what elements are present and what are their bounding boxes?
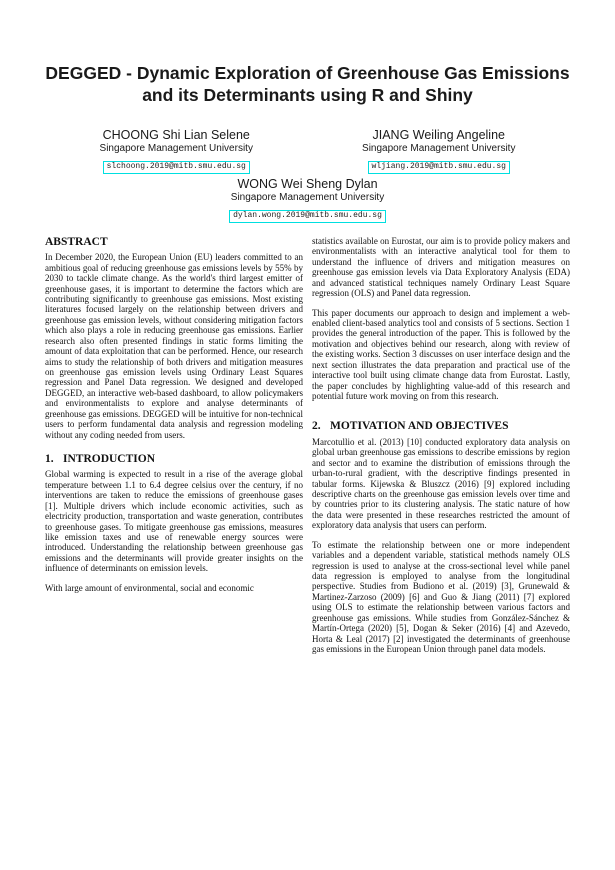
author-row-top [0, 128, 615, 174]
section-heading-introduction [45, 453, 303, 466]
introduction-paragraph-1: Global warming is expected to result in a rise of the average global temperature between 1.1 to 6.4 degree celsius over the century, if no interventions are taken to reduce the emissions of greenhouse gases [1]. Multiple drivers which include economic activities, such as electricity production, transportation and waste generation, contributes to greenhouse gases. To mitigate greenhouse gas emissions, measures like emission taxes and use of renewable energy sources were introduced. Understanding the relationship between greenhouse gas emissions and the determinants will provide greater insights on the influence of determinants on emission levels. [45, 469, 303, 574]
section-number: 2. [312, 420, 321, 433]
section-number: 1. [45, 453, 54, 466]
author-block-2 [308, 128, 571, 174]
author-affiliation: Singapore Management University [230, 191, 385, 203]
author-name: JIANG Weiling Angeline [372, 127, 505, 142]
section-heading-motivation [312, 420, 570, 433]
introduction-paragraph-3: This paper documents our approach to design and implement a web-enabled client-based analytics tool and consists of 5 sections. Section 1 provides the general introduction of the paper. This is followed by the motivation and objectives behind our research, along with review of the existing works. Section 3 discusses on user interface design and the next section illustrates the data preparation and practical use of the interactive tool built using climate change data from Eurostat. Lastly, the paper concludes by highlighting value-add of this research and potential future work moving on from this research. [312, 307, 570, 401]
abstract-heading: ABSTRACT [45, 235, 108, 248]
section-title: INTRODUCTION [63, 453, 156, 466]
left-column [45, 236, 303, 655]
author-row-bottom [0, 177, 615, 223]
author-email-link[interactable]: wljiang.2019@mitb.smu.edu.sg [368, 161, 510, 174]
page-title: DEGGED - Dynamic Exploration of Greenhouse Gas Emissions and its Determinants using R and Shiny [45, 63, 570, 106]
motivation-paragraph-2: To estimate the relationship between one or more independent variables and a dependent variable, statistical methods namely OLS regression is used to analyse at the cross-sectional level while panel data regression is employed to analyse from the longitudinal perspective. Studies from Budiono et al. (2019) [3], Grunewald & Martinez-Zarzoso (2009) [6] and Guo & Jiang (2011) [7] explored using OLS to estimate the relationship between various factors and greenhouse gas emissions. While studies from González-Sánchez & Martín-Ortega (2020) [5], Dogan & Seker (2016) [4] and Azevedo, Horta & Leal (2017) [2] investigated the determinants of greenhouse gas emissions in the European Union through panel data models. [312, 539, 570, 655]
introduction-paragraph-2-start: With large amount of environmental, social and economic [45, 582, 254, 593]
two-column-body [0, 236, 615, 655]
right-column [312, 236, 570, 655]
author-name: CHOONG Shi Lian Selene [102, 127, 250, 142]
author-email-link[interactable]: slchoong.2019@mitb.smu.edu.sg [103, 161, 250, 174]
author-block-3 [45, 177, 570, 223]
author-name: WONG Wei Sheng Dylan [237, 176, 378, 191]
author-affiliation: Singapore Management University [362, 142, 516, 154]
section-title: MOTIVATION AND OBJECTIVES [330, 420, 509, 433]
author-block-1 [45, 128, 308, 174]
motivation-paragraph-1: Marcotullio et al. (2013) [10] conducted exploratory data analysis on global urban greenhouse gas emissions to describe emissions by region and sector and to examine the distribution of emissions through the urban-to-rural gradient, with the descriptive findings presented in tabular forms. Kijewska & Bluszcz (2016) [9] explored including descriptive charts on the greenhouse gas emission levels over time and by countries prior to its clustering analysis. The static nature of how the data were presented in these researches restricted the amount of exploratory data analysis that users can perform. [312, 436, 570, 531]
author-affiliation: Singapore Management University [99, 142, 253, 154]
abstract-text: In December 2020, the European Union (EU) leaders committed to an ambitious goal of reducing greenhouse gas emissions levels by 55% by 2030 to tackle climate change. As the world's third largest emitter of greenhouse gases, it is important to determine the factors which are contributing significantly to greenhouse gas emissions. Most existing literatures focused largely on the relationship between drivers and greenhouse gas emission levels, without considering mitigation factors which also plays a role in reducing greenhouse gas emissions. Earlier research also often presented findings in static forms limiting the amount of data exploitation that can be performed. Hence, our research aims to study the relationship of both drivers and mitigation measures on greenhouse gas emission levels using Ordinary Least Squares regression and Panel Data regression. We designed and developed DEGGED, an interactive web-based dashboard, to allow policymakers and environmentalists to explore and analyse determinants of greenhouse gas emissions. DEGGED will be intuitive for non-technical users to perform fundamental data analysis and regression modeling without any coding needed from users. [45, 252, 303, 440]
introduction-paragraph-2-continued: statistics available on Eurostat, our aim is to provide policy makers and environmentalists with an interactive analytical tool for them to understand the influence of drivers and mitigation measures on greenhouse gas emission levels via Data Exploratory Analysis (EDA) and advanced statistical techniques namely Ordinary Least Square regression (OLS) and Panel data regression. [312, 235, 570, 299]
author-email-link[interactable]: dylan.wong.2019@mitb.smu.edu.sg [229, 210, 386, 223]
